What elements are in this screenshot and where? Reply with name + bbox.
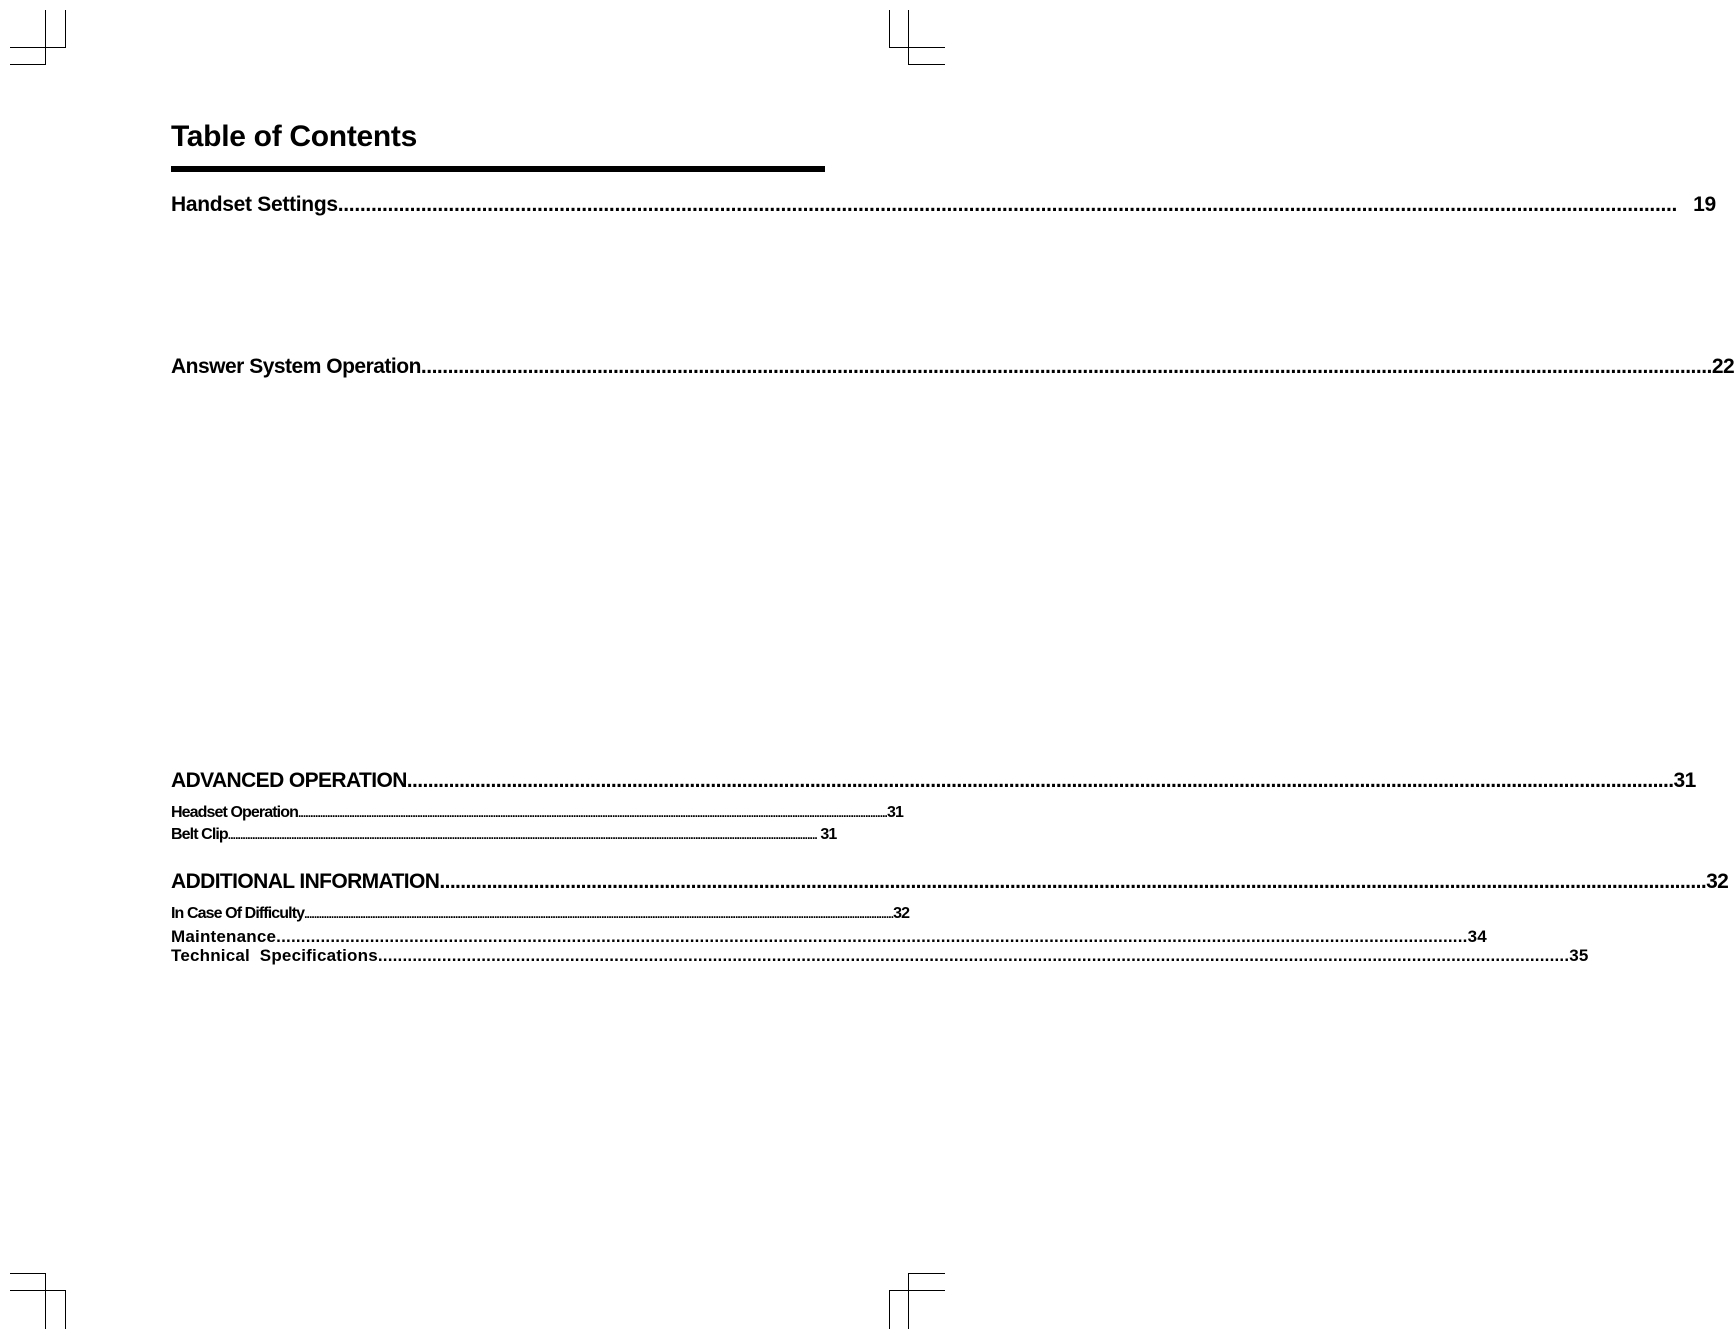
crop-mark [908, 1273, 909, 1329]
toc-entry-additional-information[interactable] [171, 870, 1729, 894]
crop-mark [65, 1290, 66, 1329]
toc-entry-handset-settings[interactable] [171, 193, 1716, 217]
toc-entry-maintenance[interactable] [171, 927, 1487, 947]
toc-entry-in-case-of-difficulty[interactable] [171, 905, 910, 923]
toc-leader: .................................................................................................................................................................................................................................................. [337, 193, 1678, 216]
page-title: Table of Contents [171, 120, 418, 153]
crop-mark [10, 47, 65, 48]
toc-leader: .................................................................................................................................................................................................................................................. [304, 907, 894, 921]
toc-entry-answer-system-operation[interactable] [171, 355, 1734, 379]
crop-mark [10, 64, 46, 65]
crop-mark [45, 10, 46, 64]
toc-entry-page: 34 [1467, 927, 1487, 946]
crop-mark [889, 47, 945, 48]
toc-entry-page: 32 [893, 905, 910, 922]
toc-entry-label: Belt Clip [171, 826, 228, 843]
toc-entry-advanced-operation[interactable] [171, 769, 1696, 793]
toc-leader: .................................................................................................................................................................................................................................................. [276, 927, 1468, 946]
toc-leader: .................................................................................................................................................................................................................................................. [439, 870, 1707, 893]
toc-entry-label: Headset Operation [171, 804, 298, 821]
toc-leader: .................................................................................................................................................................................................................................................. [227, 828, 817, 842]
toc-leader: .................................................................................................................................................................................................................................................. [377, 946, 1570, 965]
toc-entry-page: 31 [887, 804, 903, 821]
toc-leader: .................................................................................................................................................................................................................................................. [406, 769, 1674, 792]
toc-entry-label: ADVANCED OPERATION [171, 769, 407, 792]
crop-mark [908, 1273, 945, 1274]
crop-mark [45, 1273, 46, 1329]
toc-entry-label: In Case Of Difficulty [171, 905, 305, 922]
toc-entry-headset-operation[interactable] [171, 804, 903, 822]
title-rule [171, 166, 825, 172]
toc-entry-page: 31 [816, 826, 837, 843]
crop-mark [908, 64, 945, 65]
toc-entry-technical-specifications[interactable] [171, 946, 1589, 966]
toc-entry-label: Maintenance [171, 927, 277, 946]
crop-mark [908, 10, 909, 64]
toc-entry-page: 32 [1706, 870, 1729, 893]
toc-entry-page: 19 [1693, 193, 1716, 216]
crop-mark [10, 1273, 46, 1274]
toc-entry-page: 31 [1673, 769, 1696, 792]
crop-mark [889, 10, 890, 48]
toc-entry-label: Technical Specifications [171, 946, 378, 965]
toc-leader: .................................................................................................................................................................................................................................................. [420, 355, 1712, 378]
toc-entry-page: 22 [1711, 355, 1734, 378]
toc-leader: .................................................................................................................................................................................................................................................. [297, 806, 887, 820]
crop-mark [65, 10, 66, 48]
toc-entry-label: ADDITIONAL INFORMATION [171, 870, 440, 893]
toc-entry-label: Handset Settings [171, 193, 338, 216]
crop-mark [10, 1290, 65, 1291]
toc-entry-belt-clip[interactable] [171, 826, 837, 844]
toc-entry-label: Answer System Operation [171, 355, 421, 378]
toc-entry-page: 35 [1569, 946, 1589, 965]
crop-mark [889, 1290, 890, 1329]
crop-mark [889, 1290, 945, 1291]
